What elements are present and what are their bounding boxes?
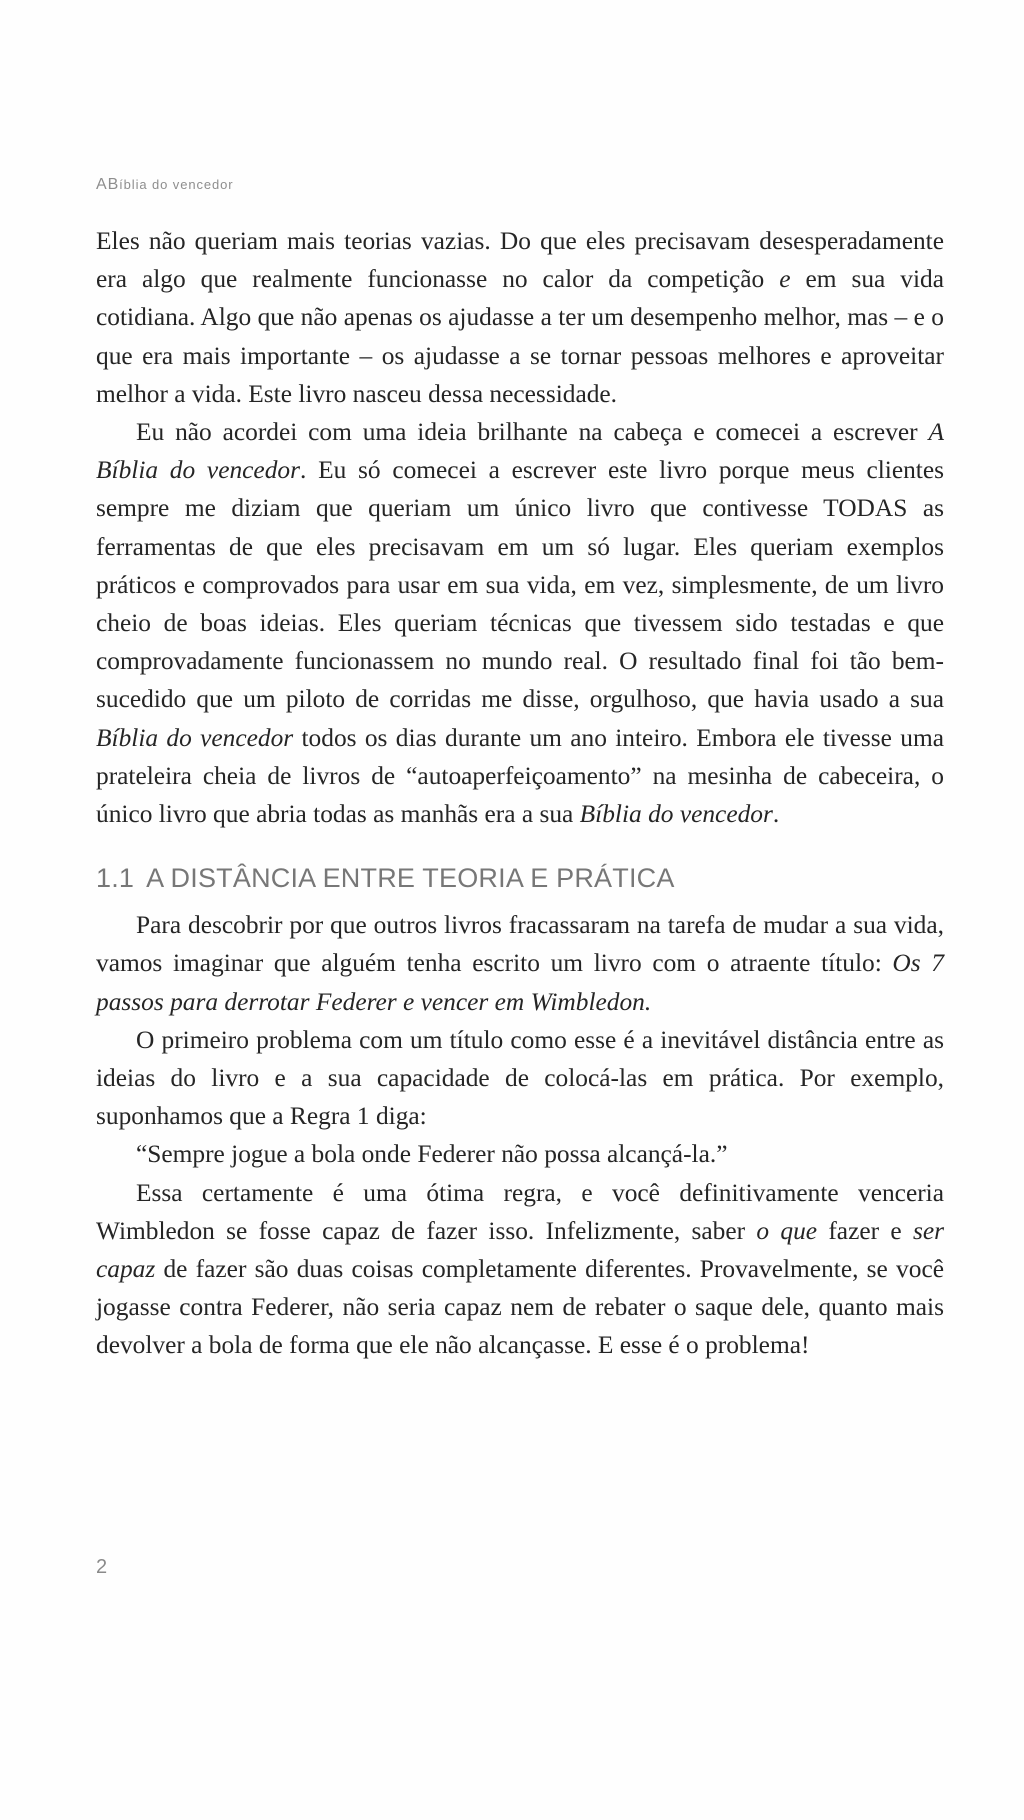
paragraph-2 — [96, 413, 944, 833]
section-heading — [96, 833, 944, 906]
paragraph-6 — [96, 1174, 944, 1365]
paragraph-3 — [96, 906, 944, 1021]
running-header — [96, 176, 233, 194]
paragraph-4 — [96, 1021, 944, 1136]
paragraph-6-text-2: fazer e — [817, 1216, 913, 1245]
page-number: 2 — [96, 1556, 108, 1578]
paragraph-2-text-4: . — [772, 800, 780, 829]
paragraph-6-italic-1: o que — [756, 1216, 818, 1245]
paragraph-1-text-2: em sua vida cotidiana. Algo que não apenas os ajudasse a ter um desempenho melhor, mas – e o que era mais importante – os ajudasse a se tornar pessoas melhores e aproveitar melhor a vida. Este livro nasceu dessa necessidade. — [96, 265, 945, 408]
running-header-initial: A — [96, 176, 108, 193]
paragraph-6-text-3: de fazer são duas coisas completamente diferentes. Provavelmente, se você jogasse contra Federer, não seria capaz nem de rebater o saque dele, quanto mais devolver a bola de forma que ele não alcançasse. E esse é o problema! — [96, 1255, 944, 1360]
paragraph-1-italic-1: e — [779, 265, 791, 294]
running-header-biblia-cap: B — [107, 176, 120, 193]
paragraph-3-text-1: Para descobrir por que outros livros fracassaram na tarefa de mudar a sua vida, vamos imaginar que alguém tenha escrito um livro com o atraente título: — [96, 911, 944, 978]
section-number: 1.1 — [96, 863, 135, 894]
section-title: A DISTÂNCIA ENTRE TEORIA E PRÁTICA — [146, 863, 675, 894]
paragraph-1 — [96, 222, 944, 413]
paragraph-1-text-1: Eles não queriam mais teorias vazias. Do que eles precisavam desesperadamente era algo que realmente funcionasse no calor da competição — [96, 227, 944, 294]
paragraph-2-italic-1: A Bíblia do vencedor — [96, 418, 944, 485]
paragraph-2-italic-3: Bíblia do vencedor — [579, 800, 773, 829]
text-column — [96, 222, 944, 1365]
paragraph-5-quote — [96, 1135, 944, 1173]
running-header-biblia-rest: íblia — [119, 177, 148, 192]
paragraph-4-text-1: O primeiro problema com um título como esse é a inevitável distância entre as ideias do livro e a sua capacidade de colocá-las em prática. Por exemplo, suponhamos que a Regra 1 diga: — [96, 1025, 944, 1131]
paragraph-2-text-1: Eu não acordei com uma ideia brilhante na cabeça e comecei a escrever — [136, 418, 929, 447]
paragraph-6-italic-2: ser capaz — [96, 1216, 944, 1284]
paragraph-3-italic-1: Os 7 passos para derrotar Federer e vencer em Wimbledon. — [96, 949, 945, 1016]
paragraph-2-text-3: todos os dias durante um ano inteiro. Embora ele tivesse uma prateleira cheia de livros de “autoaperfeiçoamento” na mesinha de cabeceira, o único livro que abria todas as manhãs era a sua — [96, 723, 944, 829]
paragraph-5-text-1: “Sempre jogue a bola onde Federer não possa alcançá-la.” — [136, 1140, 728, 1169]
paragraph-6-text-1: Essa certamente é uma ótima regra, e você definitivamente venceria Wimbledon se fosse capaz de fazer isso. Infelizmente, saber — [96, 1178, 944, 1245]
paragraph-2-text-2: . Eu só comecei a escrever este livro porque meus clientes sempre me diziam que queriam um único livro que contivesse TODAS as ferramentas de que eles precisavam em um só lugar. Eles queriam exemplos práticos e comprovados para usar em sua vida, em vez, simplesmente, de um livro cheio de boas ideias. Eles queriam técnicas que tivessem sido testadas e que comprovadamente funcionassem no mundo real. O resultado final foi tão bem-sucedido que um piloto de corridas me disse, orgulhoso, que havia usado a sua — [96, 456, 944, 714]
paragraph-2-italic-2: Bíblia do vencedor — [96, 723, 294, 752]
running-header-rest: do vencedor — [147, 177, 234, 192]
